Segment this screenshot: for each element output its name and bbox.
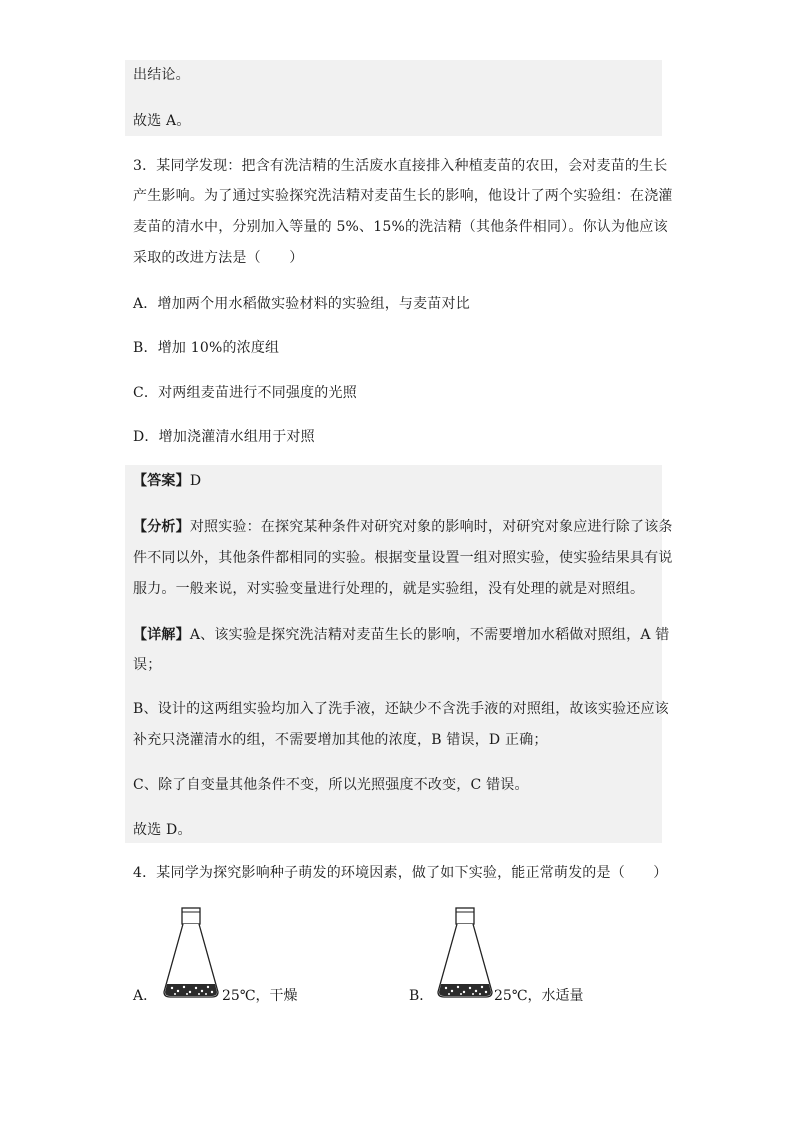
detail-tag: 【详解】 [133,627,190,643]
q3-detail-line: 补充只浇灌清水的组，不需要增加其他的浓度，B 错误，D 正确； [133,732,548,748]
q3-analysis-line: 件不同以外，其他条件都相同的实验。根据变量设置一组对照实验，使实验结果具有说 [133,550,673,566]
prev-answer-block [125,60,662,136]
q4-option-a-letter: A． [133,988,158,1004]
q4-option-b-caption: 25℃，水适量 [494,988,584,1004]
q3-stem-line: 麦苗的清水中，分别加入等量的 5%、15%的洗洁精（其他条件相同）。你认为他应该 [133,219,668,235]
q4-stem: 4．某同学为探究影响种子萌发的环境因素，做了如下实验，能正常萌发的是（ ） [133,865,668,881]
analysis-tag: 【分析】 [133,519,190,535]
q3-option-a: A．增加两个用水稻做实验材料的实验组，与麦苗对比 [133,296,470,312]
q3-option-b: B．增加 10%的浓度组 [133,340,280,356]
q3-analysis-line: 服力。一般来说，对实验变量进行处理的，就是实验组，没有处理的就是对照组。 [133,581,645,597]
q3-detail-line [133,626,669,644]
q3-detail-line: B、设计的这两组实验均加入了洗手液，还缺少不含洗手液的对照组，故该实验还应该 [133,701,669,717]
q3-option-c: C．对两组麦苗进行不同强度的光照 [133,385,357,401]
q3-stem-line: 产生影响。为了通过实验探究洗洁精对麦苗生长的影响，他设计了两个实验组：在浇灌 [133,188,673,204]
q3-detail-line: C、除了自变量其他条件不变，所以光照强度不改变，C 错误。 [133,777,529,793]
q3-option-d: D．增加浇灌清水组用于对照 [133,429,315,445]
prev-conclusion: 出结论。 [133,67,190,83]
q3-answer [133,472,201,490]
q3-stem-line: 采取的改进方法是（ ） [133,250,304,266]
flask-b-icon [430,906,500,1001]
prev-choice: 故选 A。 [133,113,191,129]
answer-tag: 【答案】 [133,473,190,489]
analysis-text: 对照实验：在探究某种条件对研究对象的影响时，对研究对象应进行除了该条 [189,519,673,535]
q4-option-b-letter: B． [409,988,434,1004]
detail-text: A、该实验是探究洗洁精对麦苗生长的影响，不需要增加水稻做对照组，A 错 [189,627,670,643]
q3-analysis-line [133,518,673,536]
q3-stem-line: 3．某同学发现：把含有洗洁精的生活废水直接排入种植麦苗的农田，会对麦苗的生长 [133,158,668,174]
answer-value: D [189,473,202,489]
flask-a-icon [156,906,226,1001]
q4-option-a-caption: 25℃，干燥 [222,988,298,1004]
q3-choice: 故选 D。 [133,822,192,838]
q3-detail-line: 误； [133,657,162,673]
